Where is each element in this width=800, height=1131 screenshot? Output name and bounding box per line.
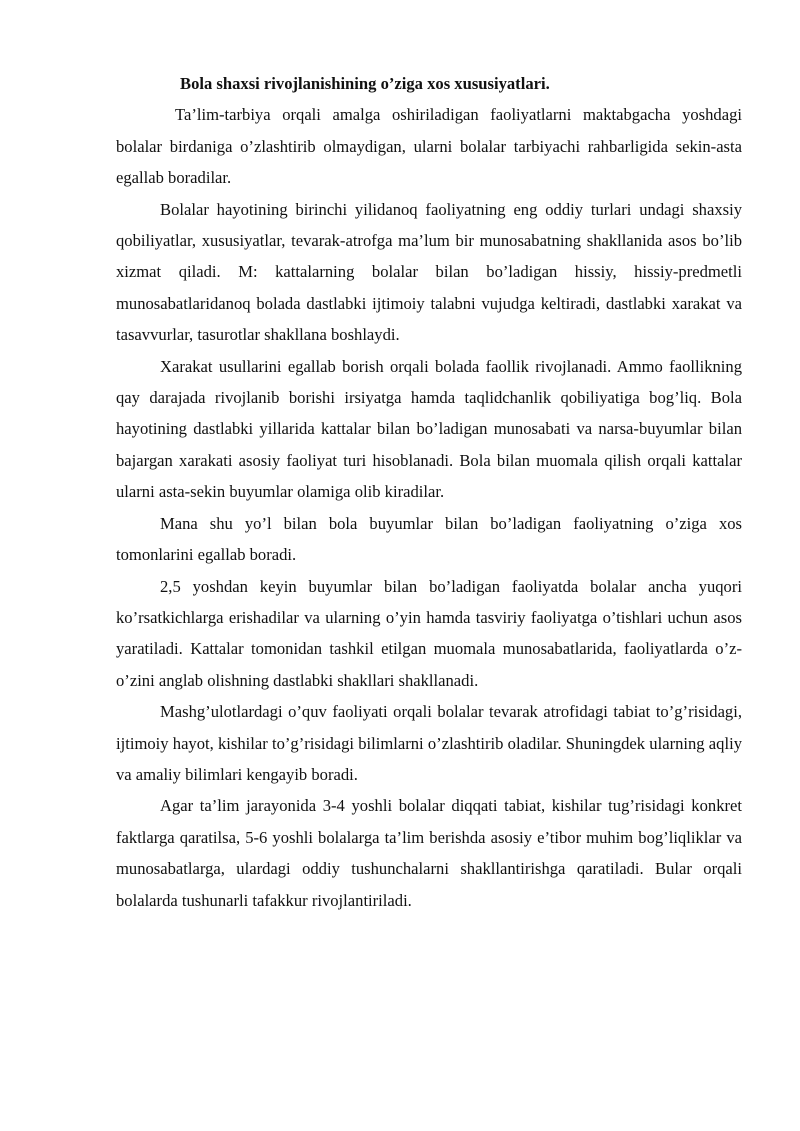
paragraph-3: Xarakat usullarini egallab borish orqali bolada faollik rivojlanadi. Ammo faollikning qay darajada rivojlanib borishi irsiyatga hamda taqlidchanlik qobiliyatiga bog’liq. Bola hayotining dastlabki yillarida kattalar bilan bo’ladigan munosabati va narsa-buyumlar bilan bajargan xarakati asosiy faoliyat turi hisoblanadi. Bola bilan muomala qilish orqali kattalar ularni asta-sekin buyumlar olamiga olib kiradilar. [116, 356, 742, 502]
document-title: Bola shaxsi rivojlanishining o’ziga xos xususiyatlari. [180, 74, 550, 93]
paragraph-6: Mashg’ulotlardagi o’quv faoliyati orqali bolalar tevarak atrofidagi tabiat to’g’risidagi, ijtimoiy hayot, kishilar to’g’risidagi bilimlarni o’zlashtirib oladilar. Shuningdek ularning aqliy va amaliy bilimlari kengayib boradi. [116, 702, 742, 784]
paragraph-4: Mana shu yo’l bilan bola buyumlar bilan bo’ladigan faoliyatning o’ziga xos tomonlarini egallab boradi. [116, 513, 742, 565]
paragraph-7: Agar ta’lim jarayonida 3-4 yoshli bolalar diqqati tabiat, kishilar tug’risidagi konkret faktlarga qaratilsa, 5-6 yoshli bolalarga ta’lim berishda asosiy e’tibor muhim bog’liqliklar va munosabatlarga, ulardagi oddiy tushunchalarni shakllantirishga qaratiladi. Bular orqali bolalarda tushunarli tafakkur rivojlantiriladi. [116, 796, 742, 910]
paragraph-2: Bolalar hayotining birinchi yilidanoq faoliyatning eng oddiy turlari undagi shaxsiy qobiliyatlar, xususiyatlar, tevarak-atrofga ma’lum bir munosabatning shakllanida asos bo’lib xizmat qiladi. M: kattalarning bolalar bilan bo’ladigan hissiy, hissiy-predmetli munosabatlaridanoq bolada dastlabki ijtimoiy talabni vujudga keltiradi, dastlabki xarakat va tasavvurlar, tasurotlar shakllana boshlaydi. [116, 199, 742, 345]
paragraph-1: Ta’lim-tarbiya orqali amalga oshiriladigan faoliyatlarni maktabgacha yoshdagi bolalar birdaniga o’zlashtirib olmaydigan, ularni bolalar tarbiyachi rahbarligida sekin-asta egallab boradilar. [116, 105, 742, 188]
document-page [116, 68, 742, 916]
paragraph-5: 2,5 yoshdan keyin buyumlar bilan bo’ladigan faoliyatda bolalar ancha yuqori ko’rsatkichlarga erishadilar va ularning o’yin hamda tasviriy faoliyatga o’tishlari uchun asos yaratiladi. Kattalar tomonidan tashkil etilgan muomala munosabatlarida, faoliyatlarda o’z-o’zini anglab olishning dastlabki shakllari shakllanadi. [116, 576, 742, 690]
